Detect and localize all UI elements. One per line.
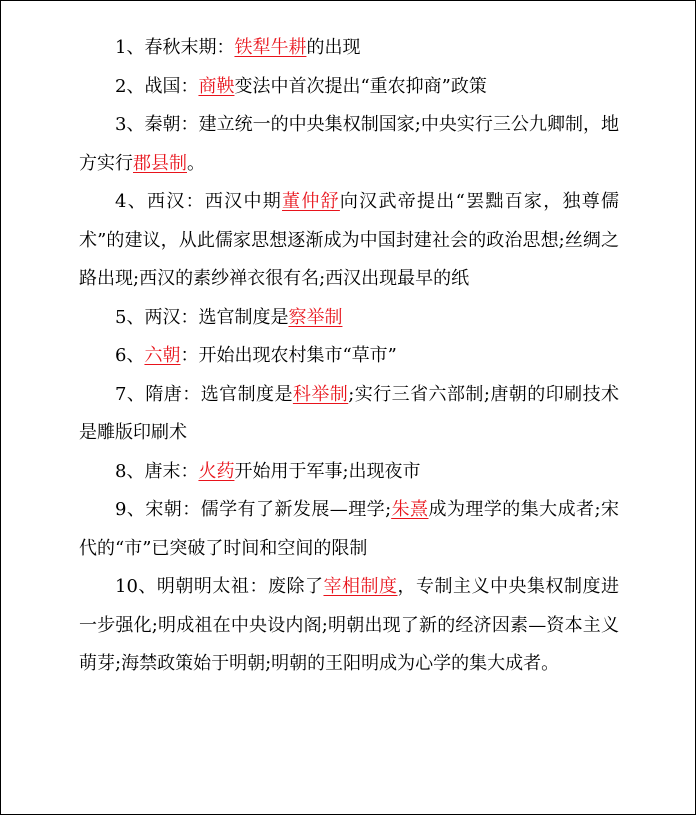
key-term: 宰相制度: [323, 576, 398, 597]
item-number: 2、: [115, 75, 145, 97]
item-text: 西汉中期: [204, 191, 283, 212]
item-text: 。: [187, 152, 205, 174]
item-era: 两汉：: [144, 306, 199, 328]
item-text: 成为理学的集大成者;宋代的“市”已突破了时间和空间的限制: [79, 499, 619, 559]
item-era: 唐末：: [144, 460, 199, 482]
key-term: 察举制: [288, 306, 343, 328]
item-text: 开始用于军事;出现夜市: [234, 460, 421, 482]
item-text: 废除了: [267, 576, 324, 597]
item-text: ，专制主义中央集权制度进一步强化;明成祖在中央设内阁;明朝出现了新的经济因素—资本主义萌芽;海禁政策始于明朝;明朝的王阳明成为心学的集大成者。: [79, 576, 620, 674]
item-text: ;实行三省六部制;唐朝的印刷技术是雕版印刷术: [79, 383, 620, 443]
item-number: 8、: [115, 460, 145, 482]
list-item: [79, 376, 619, 453]
key-term: 郡县制: [133, 152, 187, 174]
item-number: 3、: [115, 114, 145, 135]
key-term: 科举制: [292, 383, 349, 405]
key-term: 铁犁牛耕: [234, 37, 307, 58]
list-item: [79, 337, 619, 376]
list-item: [79, 299, 619, 338]
key-term: 六朝: [144, 345, 181, 366]
list-item: [79, 183, 619, 299]
item-number: 1、: [115, 37, 145, 58]
item-text: ：开始出现农村集市“草市”: [180, 345, 397, 366]
item-number: 7、: [115, 383, 146, 405]
document-body: [79, 29, 619, 684]
key-term: 董仲舒: [282, 191, 340, 212]
item-number: 5、: [115, 306, 145, 328]
list-item: [79, 29, 619, 68]
item-era: 明朝明太祖：: [156, 576, 268, 597]
key-term: 商鞅: [198, 75, 235, 97]
item-text: 儒学有了新发展—理学;: [200, 499, 392, 520]
item-text: 建立统一的中央集权制国家;中央实行三公九卿制，地方实行: [79, 114, 620, 174]
list-item: [79, 568, 619, 684]
item-text: 选官制度是: [200, 383, 293, 405]
item-era: 隋唐：: [145, 383, 201, 405]
list-item: [79, 106, 619, 183]
item-era: 秦朝：: [144, 114, 199, 135]
list-item: [79, 68, 619, 107]
item-text: 的出现: [306, 37, 361, 58]
list-item: [79, 491, 619, 568]
item-era: 宋朝：: [145, 499, 201, 520]
key-term: 朱熹: [391, 499, 429, 520]
item-number: 4、: [115, 191, 148, 212]
list-item: [79, 453, 619, 492]
item-number: 9、: [115, 499, 146, 520]
key-term: 火药: [198, 460, 235, 482]
item-era: 春秋末期：: [144, 37, 235, 58]
item-text: 选官制度是: [198, 306, 289, 328]
item-text: 向汉武帝提出“罢黜百家，独尊儒术”的建议，从此儒家思想逐渐成为中国封建社会的政治思想;丝绸之路出现;西汉的素纱禅衣很有名;西汉出现最早的纸: [79, 191, 620, 289]
item-text: 变法中首次提出“重农抑商”政策: [234, 75, 487, 97]
item-number: 10、: [115, 576, 157, 597]
item-era: 西汉：: [147, 191, 205, 212]
item-number: 6、: [115, 345, 145, 366]
item-era: 战国：: [144, 75, 199, 97]
